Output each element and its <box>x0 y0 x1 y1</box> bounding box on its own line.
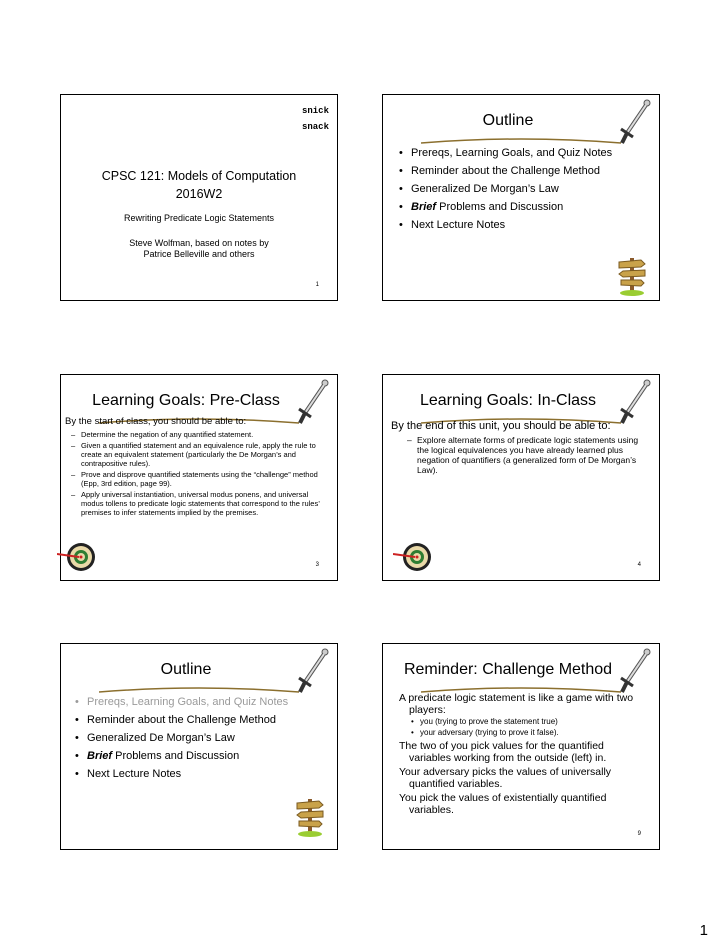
slide-goals-inclass <box>382 374 660 581</box>
bullet-item: • you (trying to prove the statement true) <box>411 717 645 727</box>
slide-number: 1 <box>315 282 319 288</box>
outline-item-text: Problems and Discussion <box>436 201 564 213</box>
course-term: 2016W2 <box>175 187 223 201</box>
outline-item: • Reminder about the Challenge Method <box>399 165 653 177</box>
challenge-content <box>399 692 645 816</box>
title-underline <box>421 137 621 145</box>
outline-item: • Prereqs, Learning Goals, and Quiz Notes <box>399 147 653 159</box>
goal-item: – Apply universal instantiation, universal modus ponens, and universal modus tollens to predicate logic statements that correspond to the rules’ premises to infer statements implied by the premises. <box>71 490 329 517</box>
snick-text: snick <box>301 106 329 116</box>
snack-text: snack <box>301 122 329 132</box>
course-title <box>61 167 337 203</box>
goals-content <box>65 416 329 517</box>
sword-icon <box>619 99 651 145</box>
outline-list <box>75 696 331 786</box>
outline-item: • Next Lecture Notes <box>75 768 331 780</box>
slide-number: 3 <box>315 562 319 568</box>
slide-outline-2 <box>60 643 338 850</box>
goal-item: – Given a quantified statement and an equivalence rule, apply the rule to create an equivalent statement (particularly the De Morgan’s and contrapositive rules). <box>71 441 329 468</box>
author-line-2: Patrice Belleville and others <box>143 249 255 259</box>
course-name: CPSC 121: Models of Computation <box>101 169 297 183</box>
outline-item <box>75 750 331 762</box>
brief-emphasis: Brief <box>87 750 113 762</box>
paragraph: A predicate logic statement is like a game with two players: <box>399 692 634 716</box>
author-block <box>61 238 337 260</box>
goals-intro: By the start of class, you should be able to: <box>65 416 247 427</box>
outline-item: • Next Lecture Notes <box>399 219 653 231</box>
bullet-item: • your adversary (trying to prove it false). <box>411 728 645 738</box>
page-number: 1 <box>699 922 708 939</box>
sword-icon <box>297 648 329 694</box>
signpost-icon <box>293 793 327 837</box>
paragraph: Your adversary picks the values of universally quantified variables. <box>399 766 612 790</box>
goal-item: – Explore alternate forms of predicate logic statements using the logical equivalences you have already learned plus negation of quantifiers (a generalized form of De Morgan’s Law). <box>407 435 645 475</box>
goals-content <box>391 419 645 475</box>
slide-outline <box>382 94 660 301</box>
outline-item: • Generalized De Morgan’s Law <box>75 732 331 744</box>
slide-title-text: Learning Goals: In-Class <box>419 392 597 409</box>
author-line-1: Steve Wolfman, based on notes by <box>129 238 269 248</box>
dartboard-icon <box>393 540 433 574</box>
slide-goals-preclass <box>60 374 338 581</box>
slide-title-text: Learning Goals: Pre-Class <box>92 392 280 409</box>
dartboard-icon <box>57 540 97 574</box>
paragraph: The two of you pick values for the quantified variables working from the outside (left) in. <box>399 740 607 764</box>
title-underline <box>99 686 299 694</box>
lecture-subtitle: Rewriting Predicate Logic Statements <box>123 213 275 223</box>
paragraph: You pick the values of existentially quantified variables. <box>399 792 607 816</box>
outline-item <box>399 201 653 213</box>
snick-snack-label <box>302 103 329 135</box>
sword-icon <box>619 648 651 694</box>
goal-item: – Determine the negation of any quantified statement. <box>71 430 329 439</box>
outline-item-text: Problems and Discussion <box>112 750 240 762</box>
slide-title-text: Outline <box>482 112 534 129</box>
goal-item: – Prove and disprove quantified statements using the “challenge” method (Epp, 3rd edition, page 99). <box>71 470 329 488</box>
slide-number: 9 <box>637 831 641 837</box>
outline-item: • Prereqs, Learning Goals, and Quiz Notes <box>75 696 331 708</box>
slide-title <box>60 94 338 301</box>
slide-challenge-method <box>382 643 660 850</box>
slide-title-text: Outline <box>160 661 212 678</box>
slide-number: 4 <box>637 562 641 568</box>
outline-list <box>399 147 653 237</box>
outline-item: • Reminder about the Challenge Method <box>75 714 331 726</box>
outline-item: • Generalized De Morgan’s Law <box>399 183 653 195</box>
brief-emphasis: Brief <box>411 201 437 213</box>
slide-title-text: Reminder: Challenge Method <box>403 661 613 678</box>
goals-intro: By the end of this unit, you should be able to: <box>391 420 611 432</box>
signpost-icon <box>615 252 649 296</box>
